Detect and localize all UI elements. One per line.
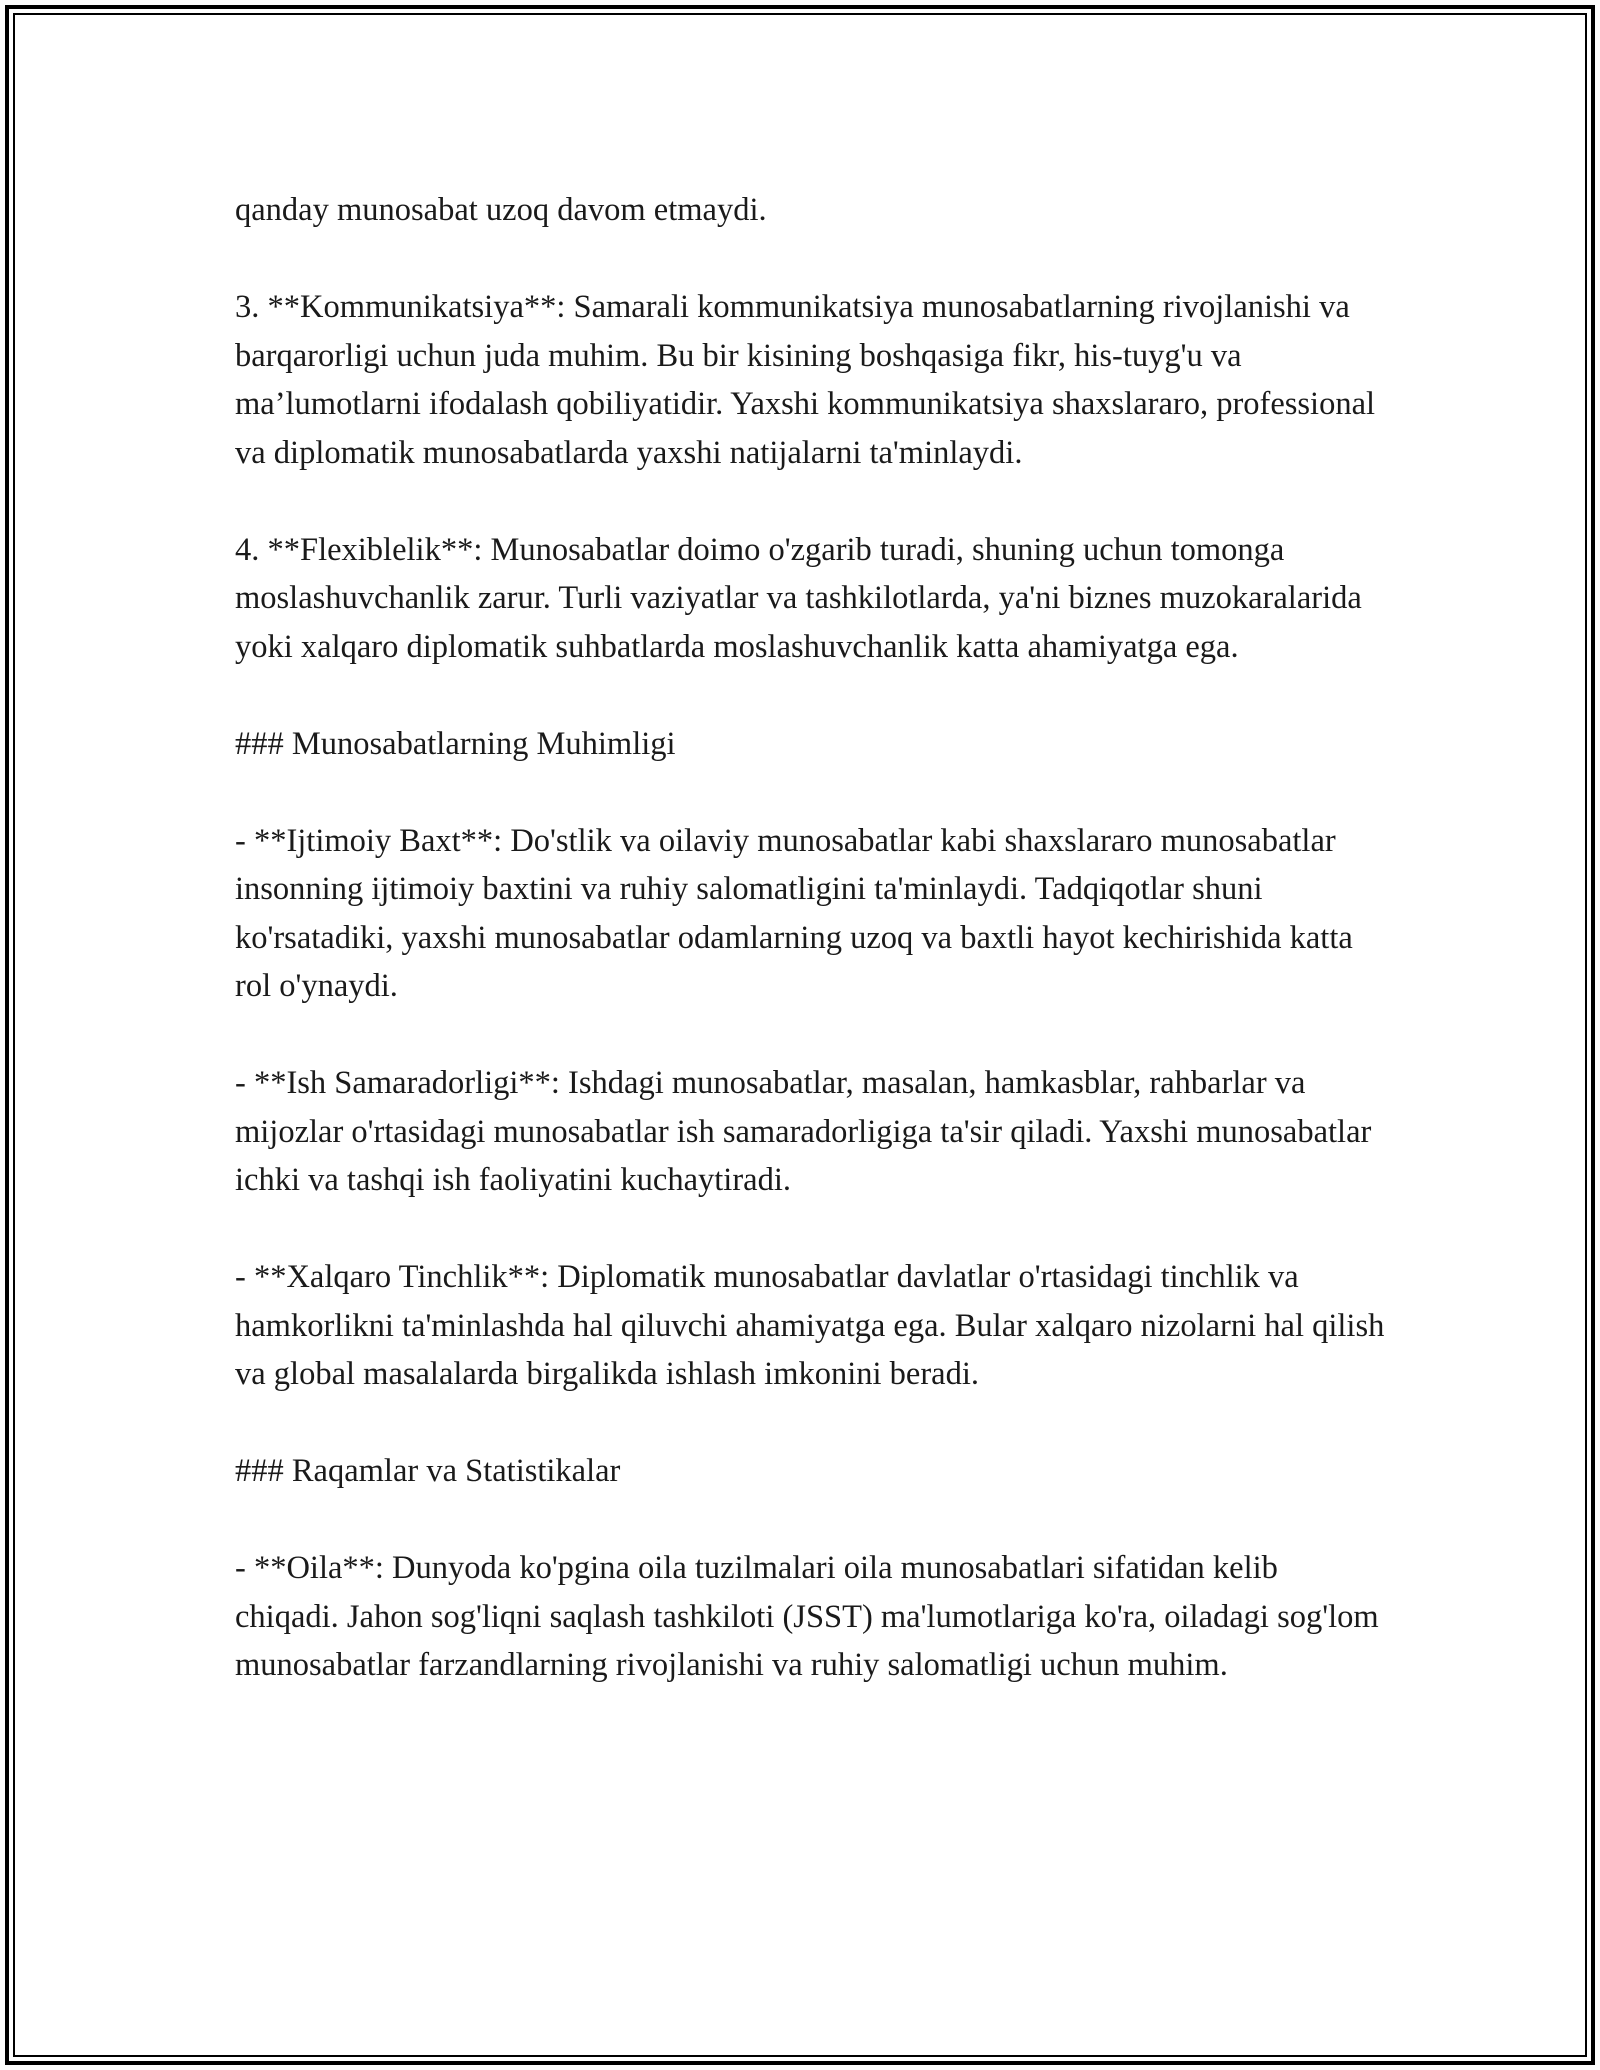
paragraph-ish-samaradorligi: - **Ish Samaradorligi**: Ishdagi munosabatlar, masalan, hamkasblar, rahbarlar va mijozlar o'rtasidagi munosabatlar ish samaradorligiga ta'sir qiladi. Yaxshi munosabatlar ichki va tashqi ish faoliyatini kuchaytiradi. bbox=[235, 1065, 1372, 1198]
document-body bbox=[235, 186, 1385, 1690]
heading-raqamlar-va-statistikalar: ### Raqamlar va Statistikalar bbox=[235, 1453, 621, 1489]
paragraph-ijtimoiy-baxt: - **Ijtimoiy Baxt**: Do'stlik va oilaviy munosabatlar kabi shaxslararo munosabatlar insonning ijtimoiy baxtini va ruhiy salomatligini ta'minlaydi. Tadqiqotlar shuni ko'rsatadiki, yaxshi munosabatlar odamlarning uzoq va baxtli hayot kechirishida katta rol o'ynaydi. bbox=[235, 822, 1353, 1004]
paragraph-flexiblelik: 4. **Flexiblelik**: Munosabatlar doimo o'zgarib turadi, shuning uchun tomonga moslashuvchanlik zarur. Turli vaziyatlar va tashkilotlarda, ya'ni biznes muzokaralarida yoki xalqaro diplomatik suhbatlarda moslashuvchanlik katta ahamiyatga ega. bbox=[235, 531, 1362, 665]
paragraph-continuation: qanday munosabat uzoq davom etmaydi. bbox=[235, 192, 767, 228]
paragraph-kommunikatsiya: 3. **Kommunikatsiya**: Samarali kommunikatsiya munosabatlarning rivojlanishi va barqarorligi uchun juda muhim. Bu bir kisining boshqasiga fikr, his-tuyg'u va ma’lumotlarni ifodalash qobiliyatidir. Yaxshi kommunikatsiya shaxslararo, professional va diplomatik munosabatlarda yaxshi natijalarni ta'minlaydi. bbox=[235, 289, 1376, 471]
paragraph-xalqaro-tinchlik: - **Xalqaro Tinchlik**: Diplomatik munosabatlar davlatlar o'rtasidagi tinchlik va hamkorlikni ta'minlashda hal qiluvchi ahamiyatga ega. Bular xalqaro nizolarni hal qilish va global masalalarda birgalikda ishlash imkonini beradi. bbox=[235, 1259, 1385, 1392]
paragraph-oila: - **Oila**: Dunyoda ko'pgina oila tuzilmalari oila munosabatlari sifatidan kelib chiqadi. Jahon sog'liqni saqlash tashkiloti (JSST) ma'lumotlariga ko'ra, oiladagi sog'lom munosabatlar farzandlarning rivojlanishi va ruhiy salomatligi uchun muhim. bbox=[235, 1550, 1379, 1683]
heading-munosabatlarning-muhimligi: ### Munosabatlarning Muhimligi bbox=[235, 725, 676, 762]
